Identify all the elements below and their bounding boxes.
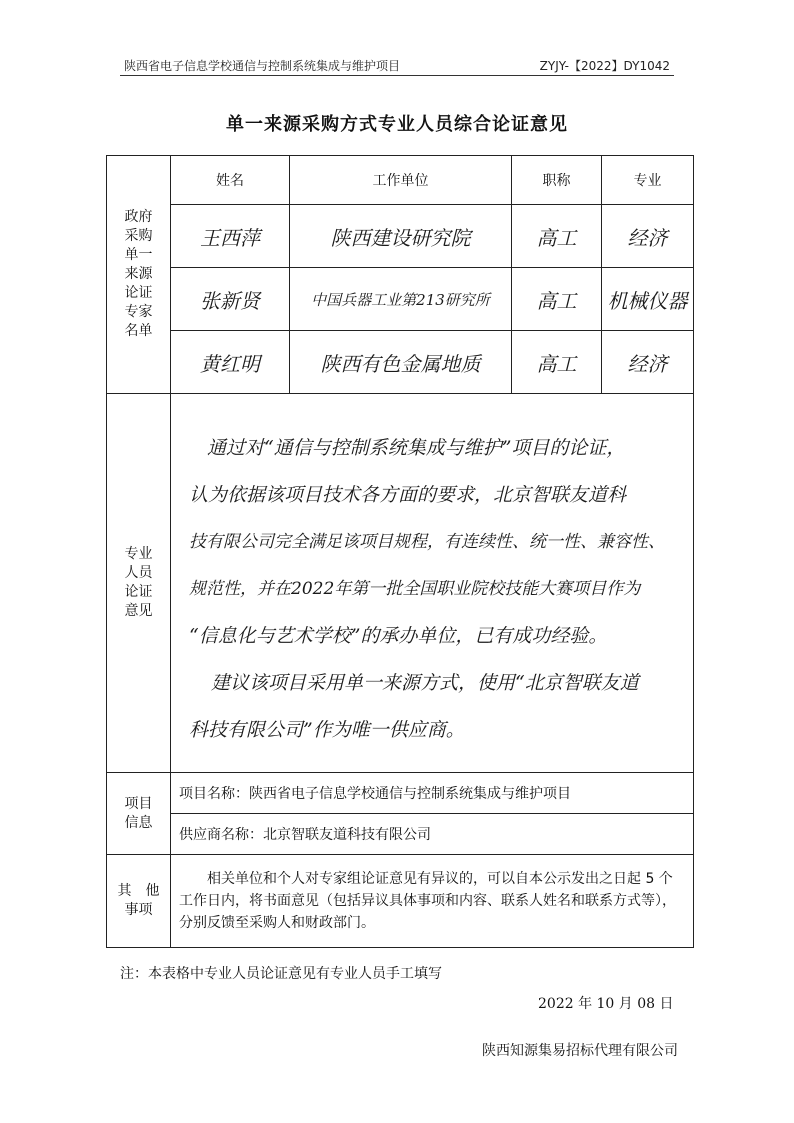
agency-name: 陕西知源集易招标代理有限公司 — [482, 1043, 678, 1059]
expert-name: 张新贤 — [171, 268, 290, 331]
header-project: 陕西省电子信息学校通信与控制系统集成与维护项目 — [124, 59, 401, 73]
opinion-line: 认为依据该项目技术各方面的要求，北京智联友道科 — [189, 483, 627, 506]
col-name: 姓名 — [171, 156, 290, 205]
col-major: 专业 — [602, 156, 694, 205]
other-text: 相关单位和个人对专家组论证意见有异议的，可以自本公示发出之日起 5 个工作日内，将书面意见（包括异议具体事项和内容、联系人姓名和联系方式等），分别反馈至采购人和财政部门。 — [171, 855, 694, 948]
expert-name: 黄红明 — [171, 331, 290, 394]
expert-major: 经济 — [602, 331, 694, 394]
opinion-label: 专业人员论证意见 — [107, 394, 171, 773]
expert-unit: 中国兵器工业第213研究所 — [290, 268, 512, 331]
page-title: 单一来源采购方式专业人员综合论证意见 — [226, 114, 568, 135]
opinion-line: 科技有限公司”作为唯一供应商。 — [189, 718, 465, 741]
page-header — [120, 55, 674, 76]
project-name: 项目名称：陕西省电子信息学校通信与控制系统集成与维护项目 — [171, 773, 694, 814]
expert-row — [107, 205, 694, 268]
opinion-line: 技有限公司完全满足该项目规程，有连续性、统一性、兼容性、 — [189, 531, 665, 552]
col-unit: 工作单位 — [290, 156, 512, 205]
expert-title: 高工 — [512, 331, 602, 394]
expert-row — [107, 331, 694, 394]
opinion-text — [171, 394, 694, 773]
supplier-name: 供应商名称：北京智联友道科技有限公司 — [171, 814, 694, 855]
demonstration-form — [106, 155, 694, 948]
expert-unit: 陕西建设研究院 — [290, 205, 512, 268]
expert-title: 高工 — [512, 268, 602, 331]
expert-major: 机械仪器 — [602, 268, 694, 331]
opinion-line: 规范性，并在2022年第一批全国职业院校技能大赛项目作为 — [189, 578, 641, 599]
opinion-line: 通过对“通信与控制系统集成与维护”项目的论证， — [207, 436, 626, 459]
date: 2022 年 10 月 08 日 — [538, 996, 674, 1012]
expert-unit: 陕西有色金属地质 — [290, 331, 512, 394]
col-title: 职称 — [512, 156, 602, 205]
expert-name: 王西萍 — [171, 205, 290, 268]
header-code: ZYJY-【2022】DY1042 — [539, 59, 670, 73]
footnote: 注：本表格中专业人员论证意见有专业人员手工填写 — [120, 966, 442, 982]
opinion-line: “信息化与艺术学校”的承办单位，已有成功经验。 — [189, 624, 608, 647]
expert-title: 高工 — [512, 205, 602, 268]
other-label: 其 他事项 — [107, 855, 171, 948]
expert-list-label: 政府采购单一来源论证专家名单 — [107, 156, 171, 394]
expert-row — [107, 268, 694, 331]
expert-major: 经济 — [602, 205, 694, 268]
opinion-line: 建议该项目采用单一来源方式，使用“北京智联友道 — [211, 671, 639, 694]
project-info-label: 项目信息 — [107, 773, 171, 855]
